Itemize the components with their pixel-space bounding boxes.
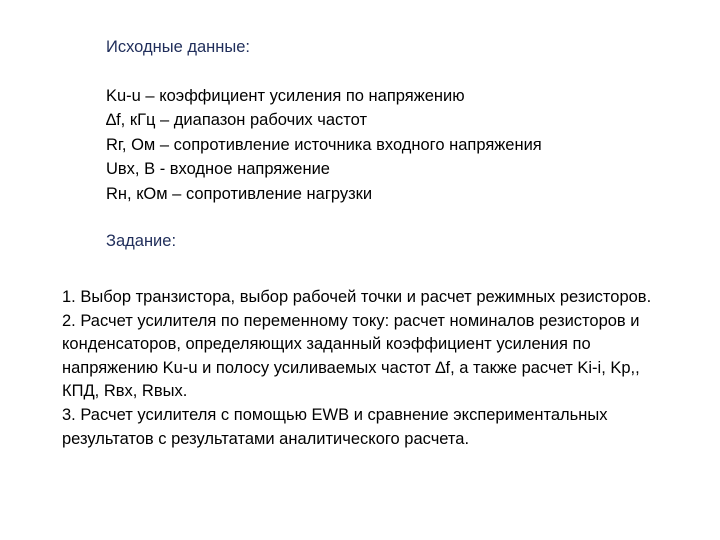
- source-data-heading: Исходные данные:: [106, 38, 250, 56]
- task-list: [62, 286, 672, 451]
- param-item-input-voltage: Uвх, В - входное напряжение: [106, 160, 330, 179]
- param-item-load-resistance: Rн, кОм – сопротивление нагрузки: [106, 184, 373, 203]
- task-heading: Задание:: [106, 232, 177, 250]
- param-item-gain: Ku-u – коэффициент усиления по напряжению: [106, 87, 465, 105]
- param-item-source-resistance: Rг, Ом – сопротивление источника входного напряжения: [106, 135, 542, 154]
- source-data-list: [106, 84, 542, 206]
- task-item-3: 3. Расчет усилителя с помощью EWB и сравнение экспериментальных результатов с результатами аналитического расчета.: [62, 405, 608, 448]
- param-item-frequency-range: ∆f, кГц – диапазон рабочих частот: [106, 111, 368, 130]
- task-item-2: 2. Расчет усилителя по переменному току: расчет номиналов резисторов и конденсаторов, определяющих заданный коэффициент усиления по напряжению Ku-u и полосу усиливаемых частот ∆f, а также расчет Ki-i, Kp,, КПД, Rвх, Rвых.: [62, 311, 640, 401]
- task-item-1: 1. Выбор транзистора, выбор рабочей точки и расчет режимных резисторов.: [62, 288, 652, 306]
